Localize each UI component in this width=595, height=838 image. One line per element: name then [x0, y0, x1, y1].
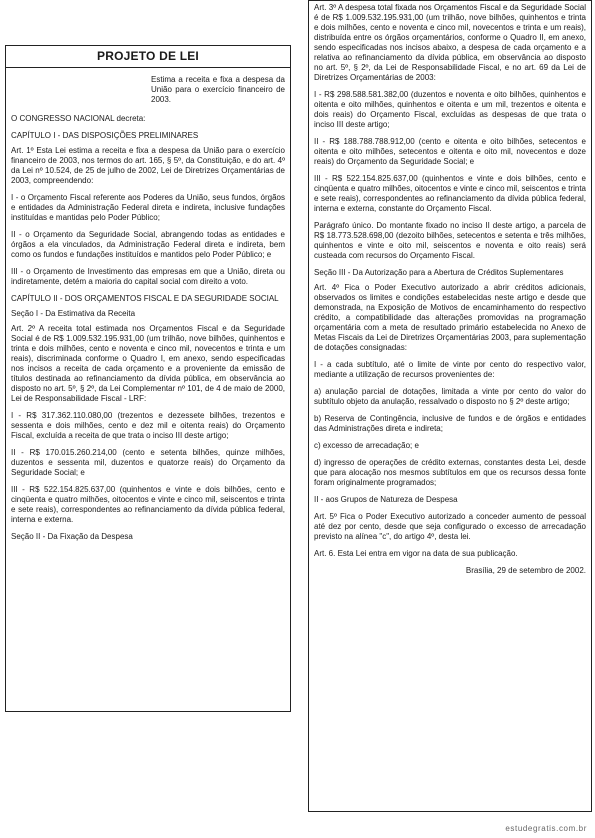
source-watermark: estudegratis.com.br: [505, 824, 587, 833]
sole-paragraph: Parágrafo único. Do montante fixado no inciso II deste artigo, a parcela de R$ 18.773.528.698,00 (dezoito bilhões, setecentos e setenta e três milhões, quinhentos e vinte e oito mil, seiscentos e noventa e oito reais) será custeada com recursos do Orçamento Fiscal.: [314, 221, 586, 260]
article-item: I - o Orçamento Fiscal referente aos Poderes da União, seus fundos, órgãos e entidades da Administração Federal direta e indireta, inclusive fundações instituídas e mantidas pelo Poder Público;: [11, 193, 285, 222]
article-subitem: b) Reserva de Contingência, inclusive de fundos e de órgãos e entidades das Administrações direta e indireta;: [314, 414, 586, 433]
title-divider: [6, 67, 290, 68]
article-item: III - o Orçamento de Investimento das empresas em que a União, direta ou indiretamente, detém a maioria do capital social com direito a voto.: [11, 267, 285, 286]
article-item: II - aos Grupos de Natureza de Despesa: [314, 495, 458, 504]
article-item: II - R$ 188.788.788.912,00 (cento e oitenta e oito bilhões, setecentos e oitenta e oito milhões, setecentos e oitenta e oito mil, novecentos e doze reais) do Orçamento da Seguridade Social; e: [314, 137, 586, 166]
article-paragraph: Art. 4º Fica o Poder Executivo autorizado a abrir créditos adicionais, observados os limites e condições estabelecidas neste artigo e desde que demonstrada, na Exposição de Motivos de encaminhamento do respectivo crédito, a compatibilidade das alterações promovidas na programação orçamentária com a meta de resultado primário estabelecida no Anexo de Metas Fiscais da Lei de Diretrizes Orçamentárias 2003, para suplementação de dotações consignadas:: [314, 283, 586, 352]
section-heading: Seção III - Da Autorização para a Abertura de Créditos Suplementares: [314, 268, 564, 277]
article-item: II - R$ 170.015.260.214,00 (cento e setenta bilhões, quinze milhões, duzentos e sessenta mil, duzentos e quatorze reais) do Orçamento da Seguridade Social; e: [11, 448, 285, 477]
article-item: III - R$ 522.154.825.637,00 (quinhentos e vinte e dois bilhões, cento e cinqüenta e quatro milhões, oitocentos e vinte e cinco mil, seiscentos e trinta e sete reais), correspondentes ao refinanciamento da dívida pública federal, interna e externa.: [11, 485, 285, 524]
enacting-clause: O CONGRESSO NACIONAL decreta:: [11, 114, 146, 123]
article-subitem: c) excesso de arrecadação; e: [314, 441, 419, 450]
article-paragraph: Art. 5º Fica o Poder Executivo autorizado a conceder aumento de pessoal até dez por cento, desde que seja configurado o excesso de arrecadação previsto na alínea "c", do artigo 4º, desta lei.: [314, 512, 586, 541]
chapter-heading: CAPÍTULO II - DOS ORÇAMENTOS FISCAL E DA SEGURIDADE SOCIAL: [11, 294, 279, 303]
section-heading: Seção II - Da Fixação da Despesa: [11, 532, 133, 541]
document-title: PROJETO DE LEI: [97, 49, 199, 63]
article-item: I - R$ 298.588.581.382,00 (duzentos e noventa e oito bilhões, quinhentos e oitenta e oito milhões, quinhentos e oitenta e um mil, trezentos e oitenta e dois reais) do Orçamento Fiscal, excluídas as despesas de que trata o inciso III deste artigo;: [314, 90, 586, 129]
article-subitem: d) ingresso de operações de crédito externas, constantes desta Lei, desde que para alocação nos mesmos subtítulos em que os recursos dessa fonte foram originalmente programados;: [314, 458, 586, 487]
left-column: [5, 45, 291, 712]
article-paragraph: Art. 1º Esta Lei estima a receita e fixa a despesa da União para o exercício financeiro de 2003, nos termos do art. 165, § 5º, da Constituição, e do art. 4º da Lei nº 10.524, de 25 de julho de 2002, Lei de Diretrizes Orçamentárias de 2003, compreendendo:: [11, 146, 285, 185]
article-subitem: a) anulação parcial de dotações, limitada a vinte por cento do valor do subtítulo objeto da anulação, ressalvado o disposto no § 2º deste artigo;: [314, 387, 586, 406]
section-heading: Seção I - Da Estimativa da Receita: [11, 309, 136, 318]
article-paragraph: Art. 6. Esta Lei entra em vigor na data de sua publicação.: [314, 549, 518, 558]
article-item: III - R$ 522.154.825.637,00 (quinhentos e vinte e dois bilhões, cento e cinqüenta e quatro milhões, oitocentos e vinte e cinco mil, seiscentos e trinta e sete reais), correspondentes ao refinanciamento da dívida pública federal, interna e externa, constante do Orçamento Fiscal.: [314, 174, 586, 213]
article-paragraph: Art. 3º A despesa total fixada nos Orçamentos Fiscal e da Seguridade Social é de R$ 1.009.532.195.931,00 (um trilhão, nove bilhões, quinhentos e trinta e dois milhões, cento e noventa e cinco mil, novecentos e trinta e um reais), distribuída entre os órgãos orçamentários, conforme o Quadro II, em anexo, sendo especificadas nos incisos abaixo, a despesa de cada orçamento e a relativa ao refinanciamento da dívida pública, em observância ao disposto no art. 5º, § 2º, da Lei de Responsabilidade Fiscal, e no art. 69 da Lei de Diretrizes Orçamentárias de 2003:: [314, 3, 586, 82]
article-paragraph: Art. 2º A receita total estimada nos Orçamentos Fiscal e da Seguridade Social é de R$ 1.009.532.195.931,00 (um trilhão, nove bilhões, quinhentos e trinta e dois milhões, cento e noventa e cinco mil, novecentos e trinta e um reais), discriminada conforme o Quadro I, em anexo, sendo especificadas nos incisos a receita de cada orçamento e a proveniente da emissão de títulos destinada ao refinanciamento da dívida pública, em observância ao disposto no art. 5º, § 2º, da Lei Complementar nº 101, de 4 de maio de 2000, Lei de Responsabilidade Fiscal - LRF:: [11, 324, 285, 403]
chapter-heading: CAPÍTULO I - DAS DISPOSIÇÕES PRELIMINARES: [11, 131, 199, 140]
article-item: I - a cada subtítulo, até o limite de vinte por cento do respectivo valor, mediante a utilização de recursos provenientes de:: [314, 360, 586, 379]
signature-date: Brasília, 29 de setembro de 2002.: [465, 566, 586, 575]
article-item: I - R$ 317.362.110.080,00 (trezentos e dezessete bilhões, trezentos e sessenta e dois milhões, cento e dez mil e oitenta reais) do Orçamento Fiscal, excluída a receita de que trata o inciso III deste artigo;: [11, 411, 285, 440]
ementa: Estima a receita e fixa a despesa da União para o exercício financeiro de 2003.: [151, 75, 285, 104]
article-item: II - o Orçamento da Seguridade Social, abrangendo todas as entidades e órgãos a ela vinculados, da Administração Federal direta e indireta, bem como os fundos e fundações instituídos e mantidos pelo Poder Público; e: [11, 230, 285, 259]
right-column: [308, 0, 592, 812]
